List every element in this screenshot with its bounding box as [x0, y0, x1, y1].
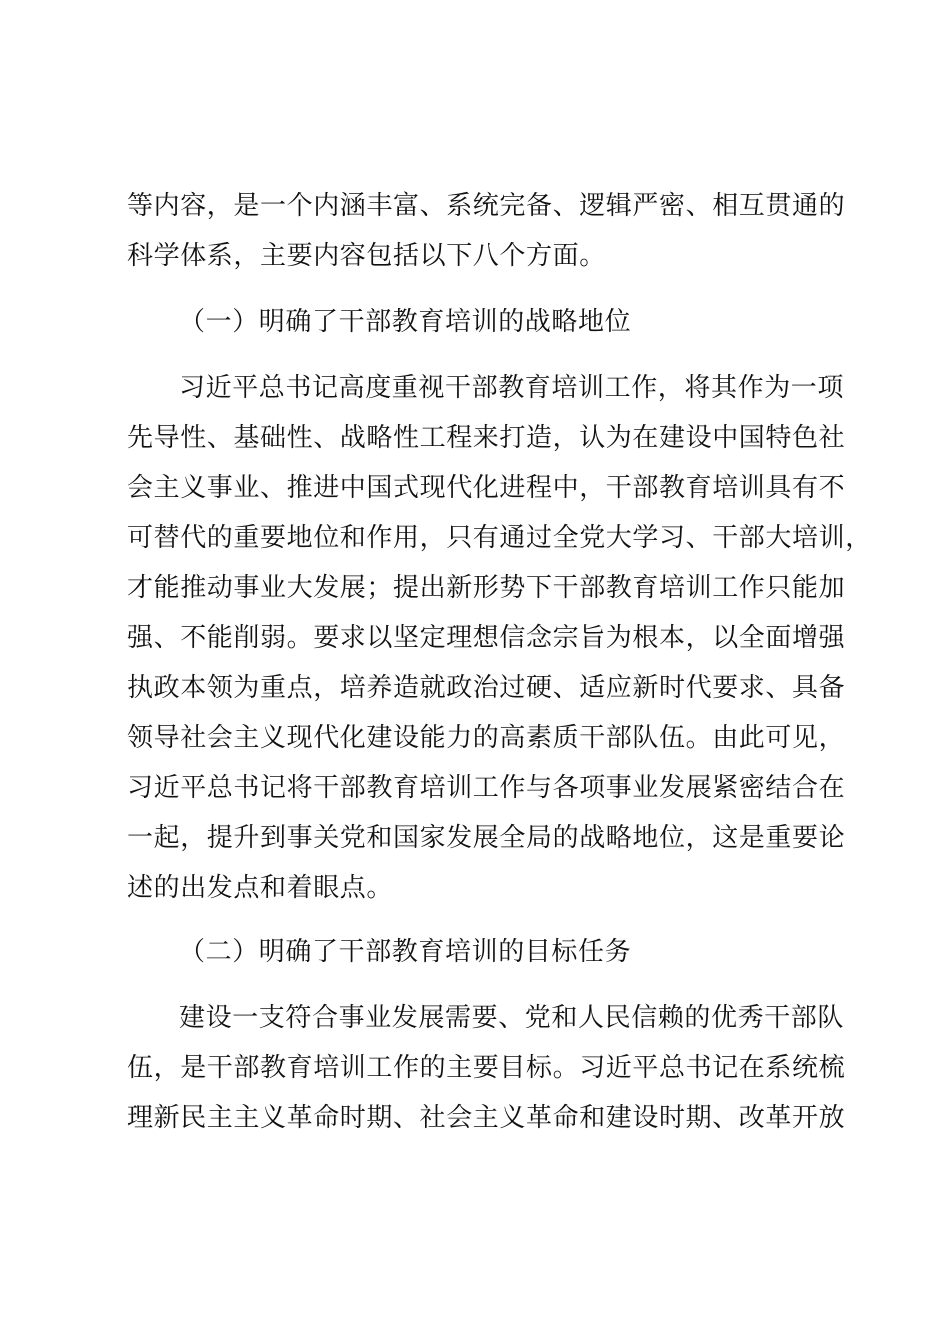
- section2-line-1: 建设一支符合事业发展需要、党和人民信赖的优秀干部队: [179, 1003, 845, 1033]
- section1-line-4: 可替代的重要地位和作用，只有通过全党大学习、干部大培训，: [127, 523, 872, 553]
- section1-line-6: 强、不能削弱。要求以坚定理想信念宗旨为根本，以全面增强: [127, 623, 846, 653]
- section2-line-3: 理新民主主义革命时期、社会主义革命和建设时期、改革开放: [127, 1103, 846, 1133]
- section1-line-10: 一起，提升到事关党和国家发展全局的战略地位，这是重要论: [127, 823, 846, 853]
- intro-line-1: 等内容，是一个内涵丰富、系统完备、逻辑严密、相互贯通的: [127, 191, 846, 221]
- section1-line-7: 执政本领为重点，培养造就政治过硬、适应新时代要求、具备: [127, 673, 846, 703]
- section1-line-1: 习近平总书记高度重视干部教育培训工作，将其作为一项: [179, 373, 845, 403]
- section1-line-9: 习近平总书记将干部教育培训工作与各项事业发展紧密结合在: [127, 773, 846, 803]
- section2-heading: （二）明确了干部教育培训的目标任务: [179, 937, 632, 967]
- section1-line-11: 述的出发点和着眼点。: [127, 873, 394, 903]
- section1-line-5: 才能推动事业大发展；提出新形势下干部教育培训工作只能加: [127, 573, 846, 603]
- section2-line-2: 伍，是干部教育培训工作的主要目标。习近平总书记在系统梳: [127, 1053, 846, 1083]
- intro-line-2: 科学体系，主要内容包括以下八个方面。: [127, 241, 606, 271]
- section1-heading: （一）明确了干部教育培训的战略地位: [179, 307, 632, 337]
- section1-line-8: 领导社会主义现代化建设能力的高素质干部队伍。由此可见，: [127, 723, 846, 753]
- section1-line-3: 会主义事业、推进中国式现代化进程中，干部教育培训具有不: [127, 473, 846, 503]
- section1-line-2: 先导性、基础性、战略性工程来打造，认为在建设中国特色社: [127, 423, 846, 453]
